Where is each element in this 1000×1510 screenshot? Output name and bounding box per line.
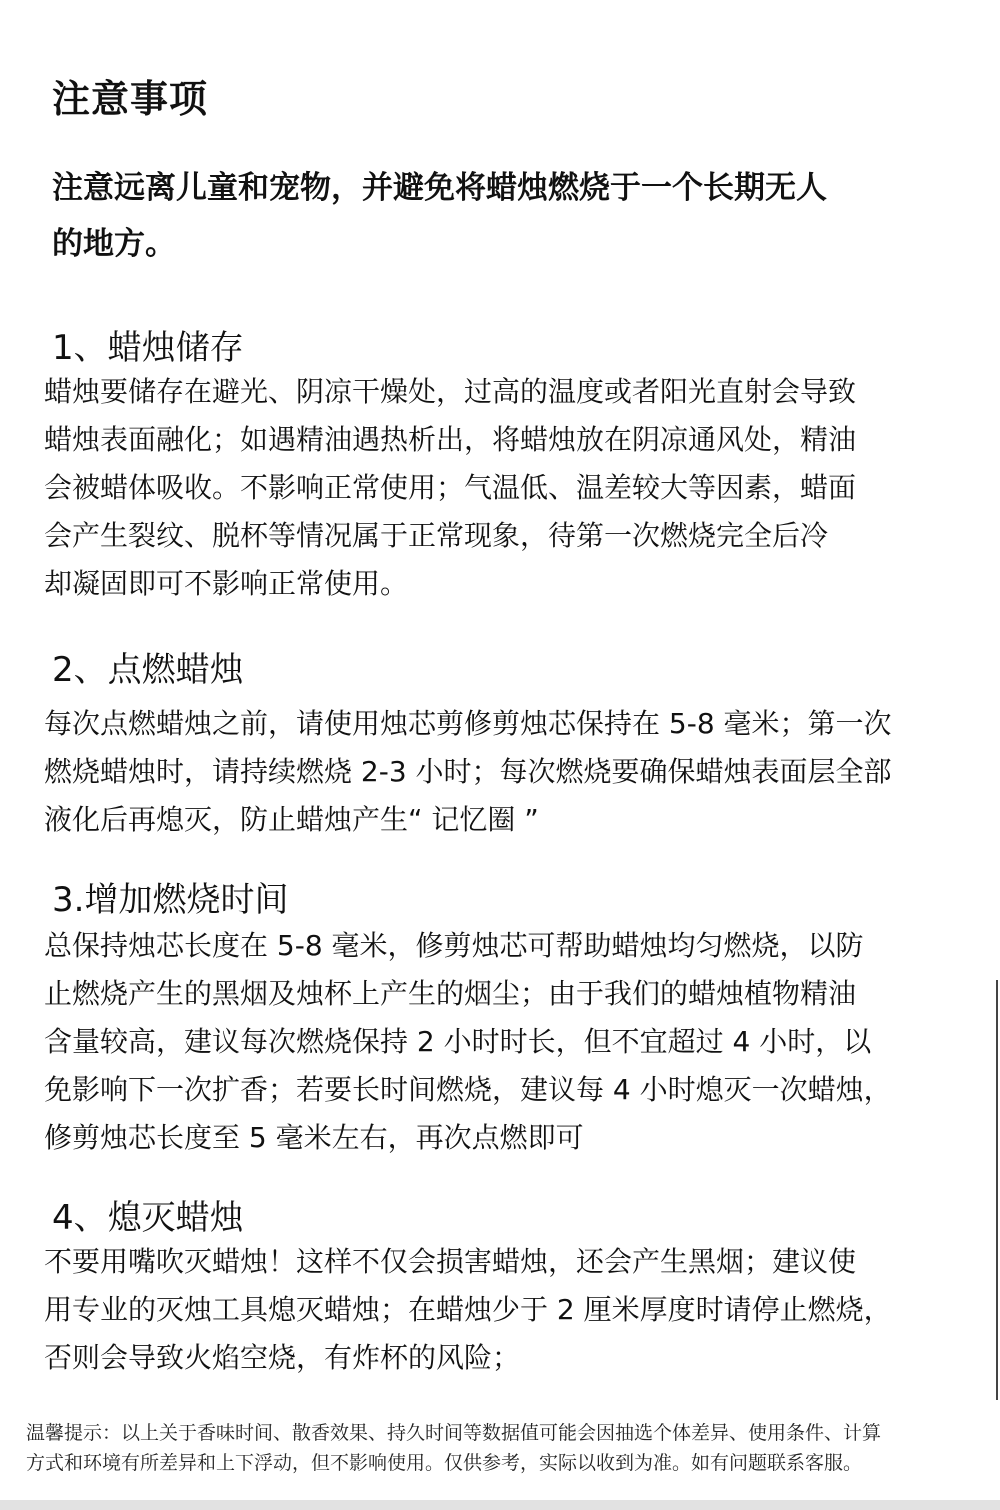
body-line: 蜡烛表面融化；如遇精油遇热析出，将蜡烛放在阴凉通风处，精油 [44,423,857,456]
body-line: 用专业的灭烛工具熄灭蜡烛；在蜡烛少于 2 厘米厚度时请停止燃烧， [44,1293,892,1326]
disclaimer-note [26,1418,881,1478]
body-line: 燃烧蜡烛时，请持续燃烧 2-3 小时；每次燃烧要确保蜡烛表面层全部 [44,755,892,788]
body-line: 会被蜡体吸收。不影响正常使用；气温低、温差较大等因素，蜡面 [44,471,857,504]
body-line: 否则会导致火焰空烧，有炸杯的风险； [44,1341,521,1374]
body-line: 却凝固即可不影响正常使用。 [44,567,409,600]
section-heading-burn-time: 3.增加燃烧时间 [52,880,289,920]
body-line: 含量较高，建议每次燃烧保持 2 小时时长，但不宜超过 4 小时，以 [44,1025,872,1058]
section-body-storage [44,368,856,608]
right-edge-divider [996,980,998,1400]
section-heading-extinguish: 4、熄灭蜡烛 [52,1198,244,1238]
body-line: 总保持烛芯长度在 5-8 毫米，修剪烛芯可帮助蜡烛均匀燃烧，以防 [44,929,864,962]
section-body-extinguish [44,1238,892,1382]
page-title: 注意事项 [52,77,209,121]
warning-line: 的地方。 [52,226,176,262]
body-line: 止燃烧产生的黑烟及烛杯上产生的烟尘；由于我们的蜡烛植物精油 [44,977,857,1010]
safety-warning [52,160,992,272]
body-line: 会产生裂纹、脱杯等情况属于正常现象，待第一次燃烧完全后冷 [44,519,829,552]
section-body-burn-time [44,922,892,1162]
body-line: 免影响下一次扩香；若要长时间燃烧，建议每 4 小时熄灭一次蜡烛， [44,1073,892,1106]
body-line: 修剪烛芯长度至 5 毫米左右，再次点燃即可 [44,1121,584,1154]
section-heading-storage: 1、蜡烛储存 [52,328,244,368]
body-line: 不要用嘴吹灭蜡烛！这样不仅会损害蜡烛，还会产生黑烟；建议使 [44,1245,857,1278]
section-heading-lighting: 2、点燃蜡烛 [52,650,244,690]
note-line: 温馨提示：以上关于香味时间、散香效果、持久时间等数据值可能会因抽选个体差异、使用条件、计算 [26,1422,882,1444]
body-line: 液化后再熄灭，防止蜡烛产生“ 记忆圈 ” [44,803,539,836]
section-body-lighting [44,700,892,844]
note-line: 方式和环境有所差异和上下浮动，但不影响使用。仅供参考，实际以收到为准。如有问题联系客服。 [26,1452,863,1474]
warning-line: 注意远离儿童和宠物，并避免将蜡烛燃烧于一个长期无人 [52,170,827,206]
body-line: 每次点燃蜡烛之前，请使用烛芯剪修剪烛芯保持在 5-8 毫米；第一次 [44,707,892,740]
bottom-divider [0,1500,1000,1510]
body-line: 蜡烛要储存在避光、阴凉干燥处，过高的温度或者阳光直射会导致 [44,375,857,408]
